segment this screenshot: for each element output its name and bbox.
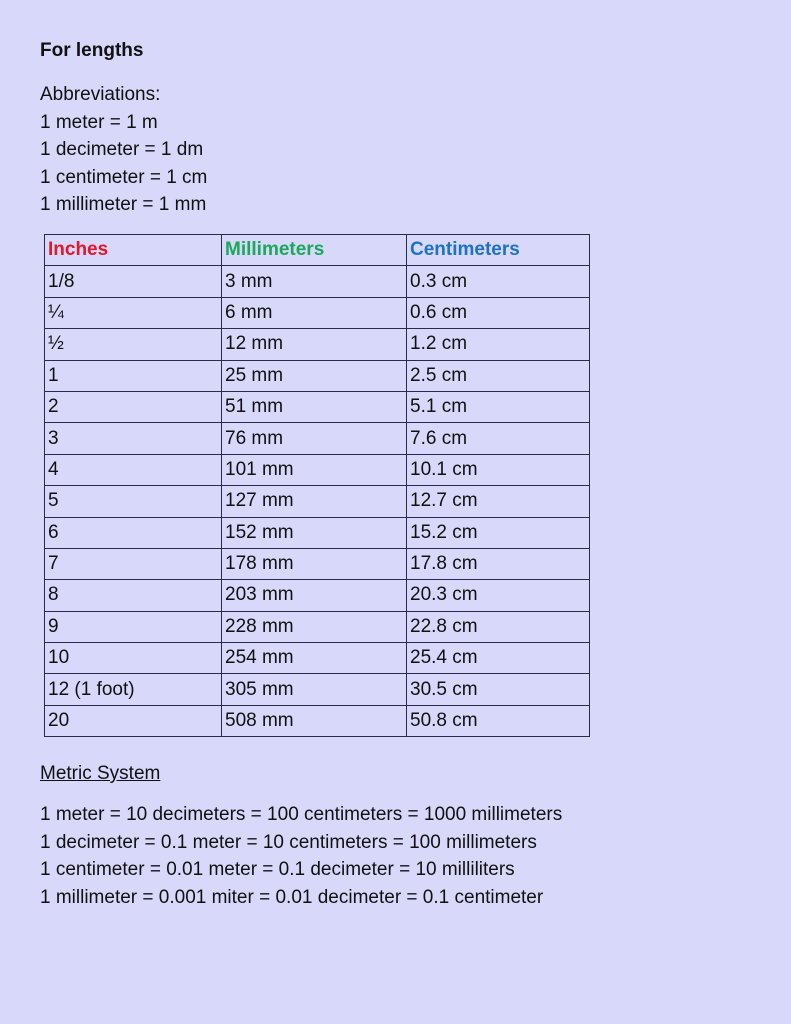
cell-millimeters: 127 mm [222, 486, 407, 517]
cell-inches: 7 [45, 548, 222, 579]
cell-millimeters: 178 mm [222, 548, 407, 579]
metric-system-heading: Metric System [40, 763, 161, 784]
cell-centimeters: 12.7 cm [407, 486, 590, 517]
table-row [45, 674, 590, 705]
conversion-table [44, 234, 590, 737]
table-row [45, 643, 590, 674]
cell-inches: 1/8 [45, 266, 222, 297]
cell-centimeters: 17.8 cm [407, 548, 590, 579]
table-row [45, 705, 590, 736]
cell-inches: 1 [45, 360, 222, 391]
cell-millimeters: 6 mm [222, 297, 407, 328]
cell-millimeters: 305 mm [222, 674, 407, 705]
table-row [45, 517, 590, 548]
header-inches: Inches [45, 235, 222, 266]
cell-inches: ¼ [45, 297, 222, 328]
cell-centimeters: 20.3 cm [407, 580, 590, 611]
abbreviation-item: 1 decimeter = 1 dm [40, 139, 204, 160]
table-row [45, 611, 590, 642]
cell-millimeters: 51 mm [222, 391, 407, 422]
cell-inches: ½ [45, 329, 222, 360]
table-row [45, 454, 590, 485]
cell-inches: 20 [45, 705, 222, 736]
table-row [45, 548, 590, 579]
table-body [45, 266, 590, 737]
cell-millimeters: 101 mm [222, 454, 407, 485]
abbreviation-item: 1 meter = 1 m [40, 111, 158, 133]
abbreviations-heading: Abbreviations: [40, 84, 161, 105]
cell-millimeters: 254 mm [222, 643, 407, 674]
cell-inches: 12 (1 foot) [45, 674, 222, 705]
cell-inches: 8 [45, 580, 222, 611]
cell-millimeters: 25 mm [222, 360, 407, 391]
abbreviations-section [40, 81, 207, 219]
cell-centimeters: 50.8 cm [407, 705, 590, 736]
cell-inches: 9 [45, 611, 222, 642]
table-row [45, 486, 590, 517]
abbreviation-item: 1 millimeter = 1 mm [40, 194, 207, 215]
cell-millimeters: 76 mm [222, 423, 407, 454]
cell-centimeters: 0.3 cm [407, 266, 590, 297]
cell-millimeters: 203 mm [222, 580, 407, 611]
header-millimeters: Millimeters [222, 235, 407, 266]
metric-line: 1 decimeter = 0.1 meter = 10 centimeters = 100 millimeters [40, 831, 537, 853]
cell-inches: 2 [45, 391, 222, 422]
cell-centimeters: 0.6 cm [407, 297, 590, 328]
metric-system-section [40, 801, 562, 911]
table-row [45, 266, 590, 297]
table-row [45, 360, 590, 391]
table-row [45, 297, 590, 328]
cell-inches: 6 [45, 517, 222, 548]
table-row [45, 423, 590, 454]
cell-millimeters: 12 mm [222, 329, 407, 360]
cell-inches: 4 [45, 454, 222, 485]
cell-millimeters: 152 mm [222, 517, 407, 548]
cell-millimeters: 508 mm [222, 705, 407, 736]
cell-centimeters: 15.2 cm [407, 517, 590, 548]
cell-inches: 5 [45, 486, 222, 517]
cell-millimeters: 3 mm [222, 266, 407, 297]
metric-line: 1 meter = 10 decimeters = 100 centimeters = 1000 millimeters [40, 804, 563, 825]
cell-centimeters: 10.1 cm [407, 454, 590, 485]
abbreviation-item: 1 centimeter = 1 cm [40, 166, 208, 188]
table-row [45, 329, 590, 360]
table-row [45, 580, 590, 611]
cell-inches: 3 [45, 423, 222, 454]
cell-millimeters: 228 mm [222, 611, 407, 642]
table-row [45, 391, 590, 422]
cell-inches: 10 [45, 643, 222, 674]
cell-centimeters: 30.5 cm [407, 674, 590, 705]
cell-centimeters: 22.8 cm [407, 611, 590, 642]
metric-line: 1 millimeter = 0.001 miter = 0.01 decimeter = 0.1 centimeter [40, 886, 544, 908]
cell-centimeters: 25.4 cm [407, 643, 590, 674]
table-header-row [45, 235, 590, 266]
page-title: For lengths [40, 40, 144, 61]
metric-line: 1 centimeter = 0.01 meter = 0.1 decimeter = 10 milliliters [40, 859, 515, 880]
header-centimeters: Centimeters [407, 235, 590, 266]
cell-centimeters: 2.5 cm [407, 360, 590, 391]
cell-centimeters: 7.6 cm [407, 423, 590, 454]
cell-centimeters: 1.2 cm [407, 329, 590, 360]
cell-centimeters: 5.1 cm [407, 391, 590, 422]
